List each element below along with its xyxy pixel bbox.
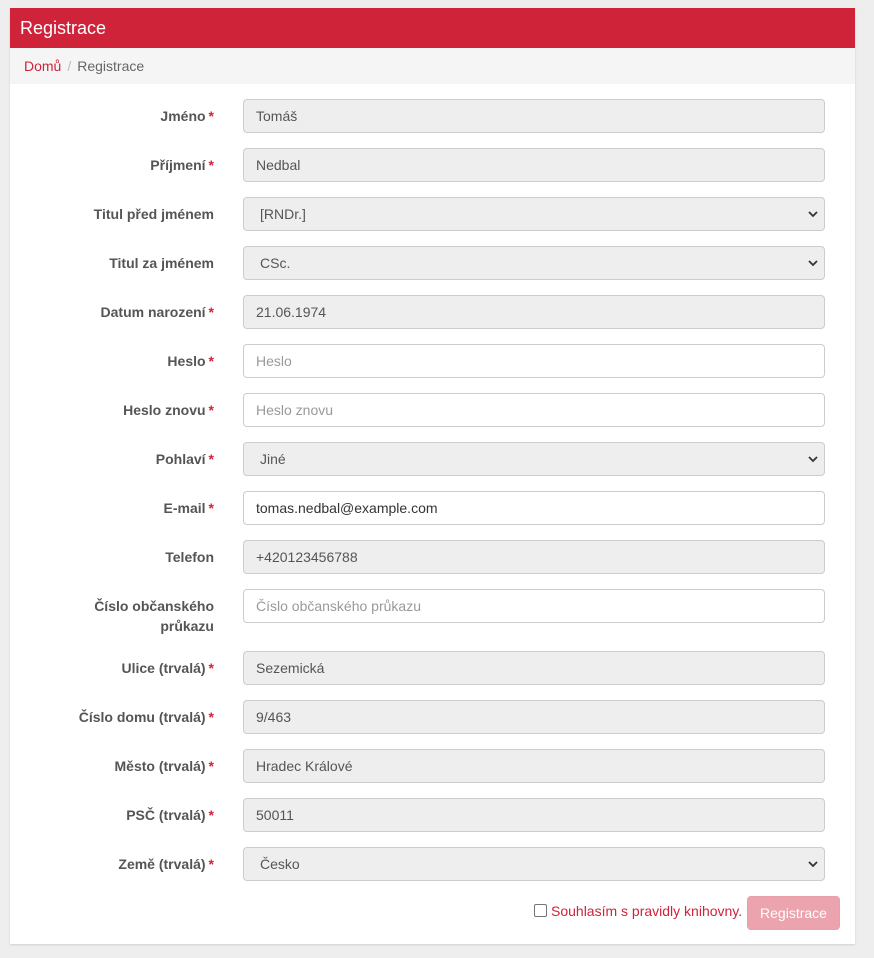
phone-label: Telefon <box>165 549 214 565</box>
street-label: Ulice (trvalá) * <box>121 660 214 676</box>
password-again-input[interactable]: Heslo znovu <box>243 393 825 427</box>
birth-date-input[interactable]: 21.06.1974 <box>243 295 825 329</box>
email-label: E-mail * <box>163 500 214 516</box>
title-before-select[interactable]: [RNDr.] <box>243 197 825 231</box>
register-button[interactable]: Registrace <box>747 896 840 930</box>
last-name-label: Příjmení * <box>150 157 214 173</box>
house-number-input[interactable]: 9/463 <box>243 700 825 734</box>
gender-select[interactable]: Jiné <box>243 442 825 476</box>
password-label: Heslo * <box>167 353 214 369</box>
email-input[interactable]: tomas.nedbal@example.com <box>243 491 825 525</box>
last-name-input[interactable]: Nedbal <box>243 148 825 182</box>
breadcrumb-current: Registrace <box>77 58 145 74</box>
chevron-down-icon <box>808 454 818 464</box>
registration-panel <box>10 8 855 944</box>
gender-label: Pohlaví * <box>155 451 214 467</box>
first-name-input[interactable]: Tomáš <box>243 99 825 133</box>
id-card-label: Číslo občanského průkazu <box>94 598 214 634</box>
country-select[interactable]: Česko <box>243 847 825 881</box>
house-number-label: Číslo domu (trvalá) * <box>78 709 214 725</box>
country-label: Země (trvalá) * <box>118 856 214 872</box>
breadcrumb-separator: / <box>67 58 72 74</box>
street-input[interactable]: Sezemická <box>243 651 825 685</box>
agreement-label[interactable]: Souhlasím s pravidly knihovny. <box>551 903 743 919</box>
title-after-label: Titul za jménem <box>109 255 214 271</box>
breadcrumb-home-link[interactable]: Domů <box>24 58 62 74</box>
city-label: Město (trvalá) * <box>114 758 214 774</box>
password-input[interactable]: Heslo <box>243 344 825 378</box>
title-after-select[interactable]: CSc. <box>243 246 825 280</box>
phone-input[interactable]: +420123456788 <box>243 540 825 574</box>
chevron-down-icon <box>808 859 818 869</box>
agreement-checkbox[interactable] <box>534 904 547 917</box>
breadcrumb <box>10 48 855 84</box>
chevron-down-icon <box>808 209 818 219</box>
title-before-label: Titul před jménem <box>93 206 214 222</box>
chevron-down-icon <box>808 258 818 268</box>
zip-input[interactable]: 50011 <box>243 798 825 832</box>
id-card-input[interactable]: Číslo občanského průkazu <box>243 589 825 623</box>
zip-label: PSČ (trvalá) * <box>126 807 214 823</box>
birth-date-label: Datum narození * <box>100 304 214 320</box>
first-name-label: Jméno * <box>160 108 214 124</box>
agreement-row <box>534 901 742 921</box>
password-again-label: Heslo znovu * <box>123 402 214 418</box>
city-input[interactable]: Hradec Králové <box>243 749 825 783</box>
page-title: Registrace <box>10 8 855 48</box>
